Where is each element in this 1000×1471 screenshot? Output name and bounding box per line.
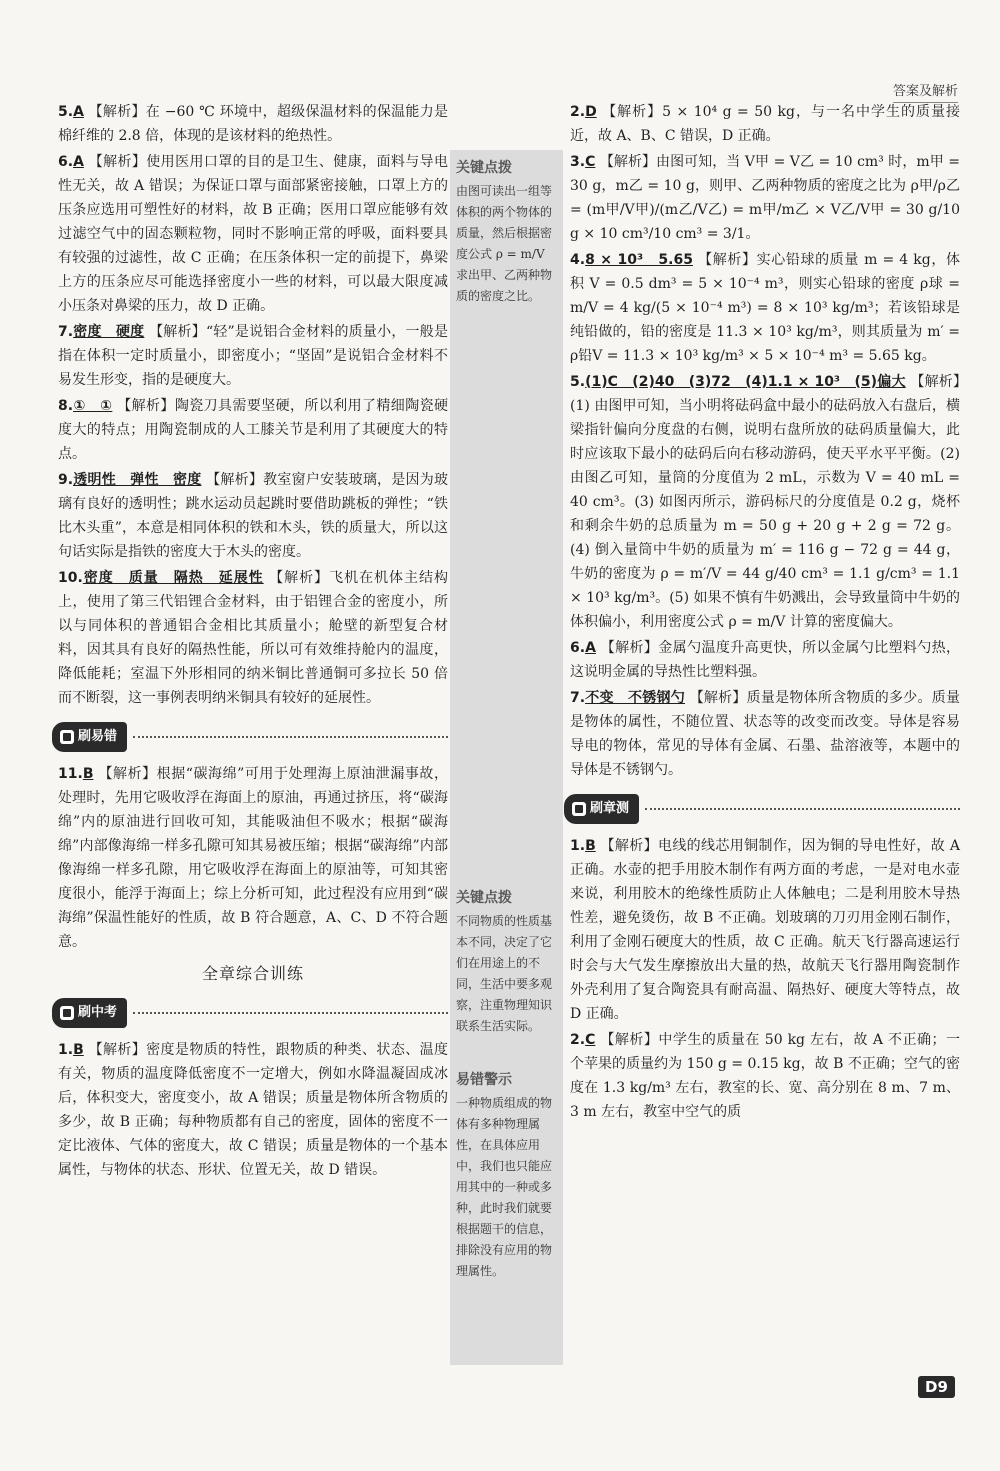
section-badge xyxy=(52,722,127,752)
item-answer: A xyxy=(73,104,84,120)
answer-item xyxy=(58,566,448,710)
side-column xyxy=(450,150,563,1365)
item-number: 5. xyxy=(570,374,586,390)
item-answer: A xyxy=(585,640,596,656)
item-explanation: 【解析】中学生的质量在 50 kg 左右，故 A 不正确；一个苹果的质量约为 150 g = 0.15 kg，故 B 不正确；空气的密度在 1.3 kg/m³ 左右，教室的长、宽、高分别在 8 m、7 m、3 m 左右，教室中空气的质 xyxy=(570,1032,961,1120)
item-explanation: 【解析】电线的线芯用铜制作，因为铜的导电性好，故 A 正确。水壶的把手用胶木制作有两方面的考虑，一是对电水壶来说，利用胶木的绝缘性质防止人体触电；二是利用胶木导热性差，避免烫伤，故 B 不正确。划玻璃的刀刃用金刚石制作，利用了金刚石硬度大的性质，故 C 正确。航天飞行器高速运行时会与大气发生摩擦放出大量的热，故航天飞行器用陶瓷制作外壳利用了复合陶瓷具有耐高温、隔热好、硬度大等特点，故 D 正确。 xyxy=(570,838,961,1022)
item-number: 9. xyxy=(58,472,74,488)
item-explanation: 【解析】实心铅球的质量 m = 4 kg，体积 V = 0.5 dm³ = 5 × 10⁻⁴ m³，则实心铅球的密度 ρ球 = m/V = 4 kg/(5 × 10⁻⁴ m³) = 8 × 10³ kg/m³；若该铅球是纯铅做的，铅的密度是 11.3 × 10³ kg/m³，则其质量为 m′ = ρ铅V = 11.3 × 10³ kg/m³ × 5 × 10⁻⁴ m³ = 5.65 kg。 xyxy=(570,252,960,364)
item-number: 5. xyxy=(58,104,74,120)
tip-title: 关键点拨 xyxy=(456,890,512,906)
item-number: 4. xyxy=(570,252,586,268)
item-number: 7. xyxy=(58,324,74,340)
item-number: 1. xyxy=(58,1042,74,1058)
dotted-divider xyxy=(645,808,960,810)
left-column xyxy=(58,100,448,1184)
item-answer: B xyxy=(73,1042,84,1058)
item-answer: (1)C (2)40 (3)72 (4)1.1 × 10³ (5)偏大 xyxy=(585,374,906,390)
left-items-b xyxy=(58,762,448,954)
tip-text: 不同物质的性质基本不同，决定了它们在用途上的不同，生活中要多观察，注重物理知识联系生活实际。 xyxy=(456,914,553,1033)
item-number: 8. xyxy=(58,398,74,414)
item-explanation: 【解析】飞机在机体主结构上，使用了第三代铝锂合金材料，由于铝锂合金的密度小，所以与同体积的普通铝合金相比其质量小；舱壁的新型复合材料，因其具有良好的隔热性能，所以可有效维持舱内的温度，降低能耗；室温下外形相同的纳米铜比普通铜可多拉长 50 倍而不断裂，这一事例表明纳米铜具有较好的延展性。 xyxy=(58,570,449,706)
answer-item xyxy=(58,394,448,466)
item-explanation: 【解析】质量是物体所含物质的多少。质量是物体的属性，不随位置、状态等的改变而改变。导体是容易导电的物体，常见的导体有金属、石墨、盐溶液等，本题中的导体是不锈钢勺。 xyxy=(570,690,961,778)
right-items-b xyxy=(570,834,960,1124)
left-items-a xyxy=(58,100,448,710)
answer-item xyxy=(570,150,960,246)
item-explanation: 【解析】金属勺温度升高更快，所以金属勺比塑料勺热，这说明金属的导热性比塑料强。 xyxy=(570,640,961,680)
item-number: 11. xyxy=(58,766,83,782)
item-answer: 密度 硬度 xyxy=(73,324,145,340)
answer-item xyxy=(570,1028,960,1124)
item-number: 10. xyxy=(58,570,83,586)
tip-box-key-point-2 xyxy=(456,888,558,1037)
item-number: 7. xyxy=(570,690,586,706)
book-icon xyxy=(572,802,586,816)
page-header: 答案及解析 xyxy=(893,80,958,103)
item-answer: B xyxy=(585,838,596,854)
tip-box-key-point xyxy=(456,158,558,307)
item-explanation: 【解析】陶瓷刀具需要坚硬，所以利用了精细陶瓷硬度大的特点；用陶瓷制成的人工膝关节是利用了其硬度大的特点。 xyxy=(58,398,449,462)
answer-item xyxy=(570,686,960,782)
item-explanation: 【解析】教室窗户安装玻璃，是因为玻璃有良好的透明性；跳水运动员起跳时要借助跳板的弹性；“铁比木头重”，本意是相同体积的铁和木头，铁的质量大，所以这句话实际是指铁的密度大于木头的密度。 xyxy=(58,472,449,560)
item-answer: A xyxy=(73,154,84,170)
item-number: 3. xyxy=(570,154,586,170)
answer-item xyxy=(570,834,960,1026)
tip-title: 易错警示 xyxy=(456,1072,512,1088)
section-bar-2 xyxy=(52,998,448,1028)
item-explanation: 【解析】由图可知，当 V甲 = V乙 = 10 cm³ 时，m甲 = 30 g，m乙 = 10 g，则甲、乙两种物质的密度之比为 ρ甲/ρ乙 = (m甲/V甲)/(m乙/V乙) = m甲/m乙 × V乙/V甲 = 30 g/10 g × 10 cm³/10 cm³ = 3/1。 xyxy=(570,154,960,242)
book-icon xyxy=(60,1006,74,1020)
item-answer: C xyxy=(585,154,596,170)
answer-item xyxy=(570,370,960,634)
answer-item xyxy=(570,636,960,684)
section-title: 刷易错 xyxy=(78,729,118,744)
item-explanation: 【解析】密度是物质的特性，跟物质的种类、状态、温度有关，物质的温度降低密度不一定增大，例如水降温凝固成冰后，体积变大，密度变小，故 A 错误；质量是物体所含物质的多少，故 B 正确；每种物质都有自己的密度，固体的密度不一定比液体、气体的密度大，故 C 错误；质量是物体的一个基本属性，与物体的状态、形状、位置无关，故 D 错误。 xyxy=(58,1042,448,1178)
right-column xyxy=(570,100,960,1126)
answer-item xyxy=(570,100,960,148)
item-answer: ① ① xyxy=(73,398,113,414)
dotted-divider xyxy=(133,1012,448,1014)
tip-text: 由图可读出一组等体积的两个物体的质量，然后根据密度公式 ρ = m/V 求出甲、乙两种物质的密度之比。 xyxy=(456,184,553,303)
item-number: 6. xyxy=(58,154,74,170)
item-answer: 密度 质量 隔热 延展性 xyxy=(82,570,264,586)
section-bar-3 xyxy=(564,794,960,824)
page-number: D9 xyxy=(918,1376,955,1398)
item-explanation: 【解析】根据“碳海绵”可用于处理海上原油泄漏事故，处理时，先用它吸收浮在海面上的原油，再通过挤压，将“碳海绵”内的原油进行回收可知，其能吸油但不吸水；根据“碳海绵”内部像海绵一样多孔隙可知其易被压缩；根据“碳海绵”内部像海绵一样多孔隙，用它吸收浮在海面上的原油等，可知其密度很小，能浮于海面上；综上分析可知，此过程没有应用到“碳海绵”保温性能好的性质，故 B 符合题意，A、C、D 不符合题意。 xyxy=(58,766,448,950)
item-explanation: 【解析】使用医用口罩的目的是卫生、健康，面料与导电性无关，故 A 错误；为保证口罩与面部紧密接触，口罩上方的压条应选用可塑性好的材料，故 B 正确；医用口罩应能够有效过滤空气中的固态颗粒物，同时不影响正常的呼吸，面料要具有较强的过滤性，故 C 正确；在压条体积一定的前提下，鼻梁上方的压条应尽可能选择密度小一些的材料，可以最大限度减小压条对鼻梁的压力，故 D 正确。 xyxy=(58,154,449,314)
item-answer: 8 × 10³ 5.65 xyxy=(585,252,693,268)
answer-item xyxy=(58,320,448,392)
answer-item xyxy=(58,762,448,954)
right-items-a xyxy=(570,100,960,782)
item-answer: B xyxy=(82,766,94,782)
answer-item xyxy=(58,468,448,564)
tip-title: 关键点拨 xyxy=(456,160,512,176)
item-answer: C xyxy=(585,1032,596,1048)
item-number: 6. xyxy=(570,640,586,656)
item-answer: 不变 不锈钢勺 xyxy=(585,690,685,706)
section-title: 刷中考 xyxy=(78,1005,118,1020)
section-badge xyxy=(564,794,639,824)
item-answer: 透明性 弹性 密度 xyxy=(73,472,202,488)
chapter-title: 全章综合训练 xyxy=(201,964,304,983)
answer-item xyxy=(570,248,960,368)
item-explanation: 【解析】在 −60 ℃ 环境中，超级保温材料的保温能力是棉纤维的 2.8 倍，体现的是该材料的绝热性。 xyxy=(58,104,448,144)
item-explanation: 【解析】(1) 由图甲可知，当小明将砝码盒中最小的砝码放入右盘后，横梁指针偏向分度盘的右侧，说明右盘所放的砝码质量偏大，此时应该取下最小的砝码后向右移动游码，使天平水平平衡。(2) 由图乙可知，量筒的分度值为 2 mL，示数为 V = 40 mL = 40 cm³。(3) 如图丙所示，游码标尺的分度值是 0.2 g，烧杯和剩余牛奶的总质量为 m = 50 g + 20 g + 2 g = 72 g。(4) 倒入量筒中牛奶的质量为 m′ = 116 g − 72 g = 44 g，牛奶的密度为 ρ = m′/V = 44 g/40 cm³ = 1.1 g/cm³ = 1.1 × 10³ kg/m³。(5) 如果不慎有牛奶溅出，会导致量筒中牛奶的体积偏小，利用密度公式 ρ = m/V 计算的密度偏大。 xyxy=(570,374,961,630)
section-badge xyxy=(52,998,127,1028)
dotted-divider xyxy=(133,736,448,738)
item-answer: D xyxy=(585,104,597,120)
item-explanation: 【解析】5 × 10⁴ g = 50 kg，与一名中学生的质量接近，故 A、B、C 错误，D 正确。 xyxy=(570,104,961,144)
item-number: 2. xyxy=(570,104,586,120)
tip-text: 一种物质组成的物体有多种物理属性，在具体应用中，我们也只能应用其中的一种或多种，此时我们就要根据题干的信息，排除没有应用的物理属性。 xyxy=(456,1096,553,1278)
left-items-c xyxy=(58,1038,448,1182)
item-number: 1. xyxy=(570,838,586,854)
answer-item xyxy=(58,1038,448,1182)
item-number: 2. xyxy=(570,1032,586,1048)
section-title: 刷章测 xyxy=(590,801,630,816)
book-icon xyxy=(60,730,74,744)
answer-item xyxy=(58,150,448,318)
item-explanation: 【解析】“轻”是说铝合金材料的质量小，一般是指在体积一定时质量小，即密度小；“坚固”是说铝合金材料不易发生形变，指的是硬度大。 xyxy=(58,324,448,388)
tip-box-warning xyxy=(456,1070,558,1282)
section-bar-1 xyxy=(52,722,448,752)
answer-item xyxy=(58,100,448,148)
